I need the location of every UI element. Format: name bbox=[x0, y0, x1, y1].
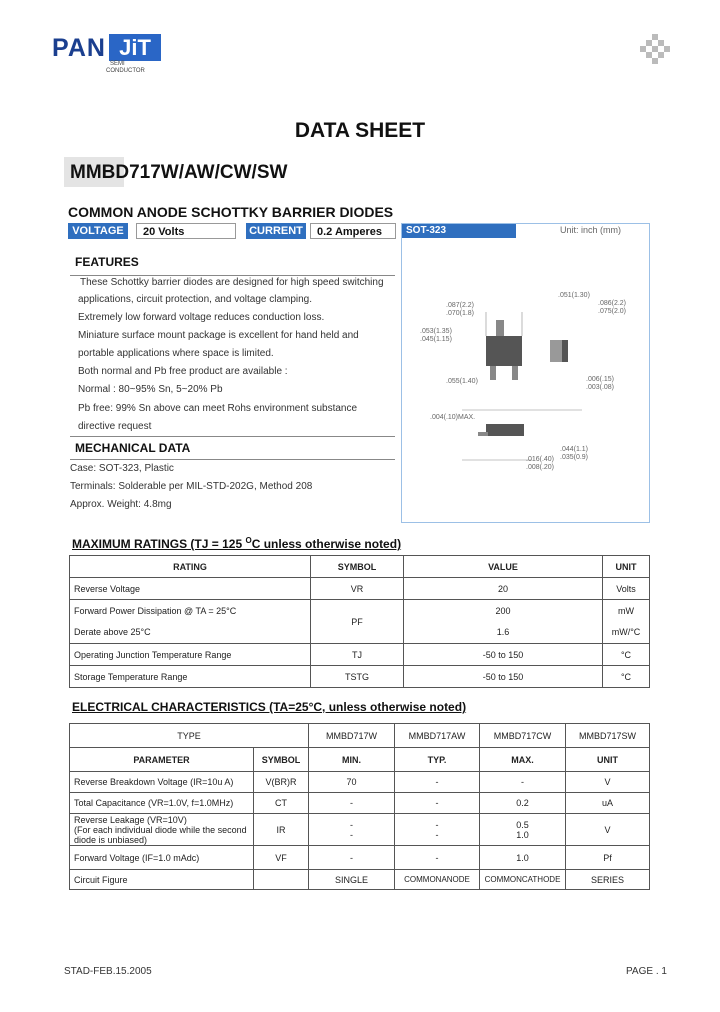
el-unit-2: V bbox=[566, 814, 650, 846]
pkg-dim-6: .075(2.0) bbox=[598, 308, 627, 315]
features-heading: FEATURES bbox=[75, 255, 139, 269]
el-param-4: Circuit Figure bbox=[70, 870, 254, 890]
el-min-3: - bbox=[309, 846, 395, 870]
el-header-symbol: SYMBOL bbox=[254, 748, 309, 772]
pkg-dim-9: .003(.08) bbox=[586, 384, 615, 391]
feature-line-2: applications, circuit protection, and voltage clamping. bbox=[78, 294, 313, 305]
mr-value-0: 20 bbox=[404, 578, 603, 600]
el-typ-2 bbox=[395, 814, 480, 846]
package-unit: Unit: inch (mm) bbox=[560, 225, 622, 235]
mech-line-2: Terminals: Solderable per MIL-STD-202G, Method 208 bbox=[70, 481, 313, 492]
pkg-dim-2: .053(1.35) bbox=[420, 328, 452, 335]
mechanical-heading: MECHANICAL DATA bbox=[75, 441, 191, 455]
el-param-3: Forward Voltage (IF=1.0 mAdc) bbox=[70, 846, 254, 870]
el-symbol-3: VF bbox=[254, 846, 309, 870]
el-header-param: PARAMETER bbox=[70, 748, 254, 772]
mr-symbol-0: VR bbox=[311, 578, 404, 600]
pkg-dim-4: .051(1.30) bbox=[558, 292, 590, 299]
voltage-value: 20 Volts bbox=[136, 223, 236, 239]
feature-line-6: Both normal and Pb free product are available : bbox=[78, 366, 288, 377]
el-typ-3: - bbox=[395, 846, 480, 870]
feature-line-5: portable applications where space is limited. bbox=[78, 348, 274, 359]
max-ratings-heading-pre: MAXIMUM RATINGS (TJ = 125 bbox=[72, 537, 246, 551]
current-value: 0.2 Amperes bbox=[310, 223, 396, 239]
pkg-dim-8: .006(.15) bbox=[586, 376, 615, 383]
mr-rating-1: Forward Power Dissipation @ TA = 25°C bbox=[70, 600, 311, 622]
mr-header-rating: RATING bbox=[70, 556, 311, 578]
pkg-dim-3: .045(1.15) bbox=[420, 336, 452, 343]
el-unit-4: SERIES bbox=[566, 870, 650, 890]
electrical-heading: ELECTRICAL CHARACTERISTICS (TA=25°C, unless otherwise noted) bbox=[72, 700, 467, 714]
footer-date: STAD-FEB.15.2005 bbox=[64, 966, 152, 977]
mr-unit-2: mW/°C bbox=[603, 622, 650, 644]
mr-rating-4: Storage Temperature Range bbox=[70, 666, 311, 688]
el-max-1: 0.2 bbox=[480, 793, 566, 814]
el-min-2-b: - bbox=[350, 829, 353, 840]
max-ratings-table bbox=[69, 555, 650, 688]
features-heading-bar bbox=[70, 253, 395, 276]
pkg-dim-14: .035(0.9) bbox=[560, 454, 589, 461]
max-ratings-heading-post: C unless otherwise noted) bbox=[251, 537, 402, 551]
max-ratings-heading-sup: O bbox=[245, 536, 252, 545]
package-name: SOT-323 bbox=[402, 224, 516, 238]
mr-unit-4: °C bbox=[603, 666, 650, 688]
logo-pan-text: PAN bbox=[52, 34, 106, 62]
el-typ-2-b: - bbox=[435, 829, 439, 840]
mr-unit-3: °C bbox=[603, 644, 650, 666]
mr-value-3: -50 to 150 bbox=[404, 644, 603, 666]
mr-rating-0: Reverse Voltage bbox=[70, 578, 311, 600]
pkg-dim-10: .004(.10)MAX. bbox=[430, 414, 476, 421]
el-header-unit: UNIT bbox=[566, 748, 650, 772]
mr-unit-0: Volts bbox=[603, 578, 650, 600]
logo-conductor-text: CONDUCTOR bbox=[106, 68, 145, 74]
mr-value-1: 200 bbox=[404, 600, 603, 622]
max-ratings-heading bbox=[72, 536, 401, 551]
el-min-1: - bbox=[309, 793, 395, 814]
el-type-label: TYPE bbox=[70, 724, 309, 748]
pkg-dim-0: .087(2.2) bbox=[446, 302, 475, 309]
current-label: CURRENT bbox=[246, 223, 306, 239]
feature-line-3: Extremely low forward voltage reduces conduction loss. bbox=[78, 312, 325, 323]
el-param-2-line-3: diode is unbiased) bbox=[74, 834, 148, 845]
logo-semi-text: SEMI bbox=[110, 61, 125, 67]
pkg-dim-12: .008(.20) bbox=[526, 464, 555, 471]
footer-page: PAGE . 1 bbox=[626, 966, 667, 977]
mr-header-unit: UNIT bbox=[603, 556, 650, 578]
page-title: DATA SHEET bbox=[294, 119, 426, 142]
el-typ-2-a: - bbox=[435, 819, 439, 830]
el-symbol-4 bbox=[254, 870, 309, 890]
feature-line-4: Miniature surface mount package is excellent for hand held and bbox=[78, 330, 359, 341]
el-symbol-0: V(BR)R bbox=[254, 772, 309, 793]
el-header-min: MIN. bbox=[309, 748, 395, 772]
el-type-0: MMBD717W bbox=[309, 724, 395, 748]
mr-rating-3: Operating Junction Temperature Range bbox=[70, 644, 311, 666]
el-type-2: MMBD717CW bbox=[480, 724, 566, 748]
el-max-0: - bbox=[480, 772, 566, 793]
el-symbol-2: IR bbox=[254, 814, 309, 846]
mr-unit-1: mW bbox=[603, 600, 650, 622]
el-max-2-b: 1.0 bbox=[516, 829, 529, 840]
el-min-4: SINGLE bbox=[309, 870, 395, 890]
el-min-0: 70 bbox=[309, 772, 395, 793]
el-typ-4: COMMONANODE bbox=[395, 870, 480, 890]
pkg-dim-5: .086(2.2) bbox=[598, 300, 627, 307]
el-min-2 bbox=[309, 814, 395, 846]
mr-header-symbol: SYMBOL bbox=[311, 556, 404, 578]
el-type-3: MMBD717SW bbox=[566, 724, 650, 748]
mr-header-value: VALUE bbox=[404, 556, 603, 578]
el-max-4: COMMONCATHODE bbox=[480, 870, 566, 890]
el-header-typ: TYP. bbox=[395, 748, 480, 772]
feature-line-1: These Schottky barrier diodes are designed for high speed switching bbox=[80, 277, 384, 288]
el-param-2 bbox=[70, 814, 254, 846]
feature-line-8: Pb free: 99% Sn above can meet Rohs environment substance bbox=[78, 403, 358, 414]
mr-symbol-1: PF bbox=[311, 600, 404, 644]
pkg-dim-11: .016(.40) bbox=[526, 456, 555, 463]
mr-symbol-3: TJ bbox=[311, 644, 404, 666]
el-symbol-1: CT bbox=[254, 793, 309, 814]
el-unit-0: V bbox=[566, 772, 650, 793]
el-header-max: MAX. bbox=[480, 748, 566, 772]
electrical-table bbox=[69, 723, 650, 890]
feature-line-9: directive request bbox=[78, 421, 152, 432]
mr-value-2: 1.6 bbox=[404, 622, 603, 644]
el-typ-1: - bbox=[395, 793, 480, 814]
pkg-dim-1: .070(1.8) bbox=[446, 310, 475, 317]
logo-jit-text: JiT bbox=[109, 34, 161, 61]
part-number: MMBD717W/AW/CW/SW bbox=[70, 162, 288, 183]
el-type-1: MMBD717AW bbox=[395, 724, 480, 748]
el-param-2-line-2: (For each individual diode while the second bbox=[74, 824, 247, 835]
el-param-2-line-1: Reverse Leakage (VR=10V) bbox=[74, 814, 187, 825]
el-max-2-a: 0.5 bbox=[516, 819, 529, 830]
mr-symbol-4: TSTG bbox=[311, 666, 404, 688]
el-max-2 bbox=[480, 814, 566, 846]
voltage-label: VOLTAGE bbox=[68, 223, 128, 239]
device-subtitle: COMMON ANODE SCHOTTKY BARRIER DIODES bbox=[68, 204, 394, 220]
el-max-3: 1.0 bbox=[480, 846, 566, 870]
feature-line-7: Normal : 80~95% Sn, 5~20% Pb bbox=[78, 384, 223, 395]
mr-value-4: -50 to 150 bbox=[404, 666, 603, 688]
el-param-1: Total Capacitance (VR=1.0V, f=1.0MHz) bbox=[70, 793, 254, 814]
mr-rating-2: Derate above 25°C bbox=[70, 622, 311, 644]
pkg-dim-7: .055(1.40) bbox=[446, 378, 478, 385]
mechanical-heading-bar bbox=[70, 436, 395, 460]
el-min-2-a: - bbox=[350, 819, 353, 830]
el-unit-3: Pf bbox=[566, 846, 650, 870]
el-unit-1: uA bbox=[566, 793, 650, 814]
decorative-dots bbox=[640, 34, 670, 64]
mech-line-1: Case: SOT-323, Plastic bbox=[70, 463, 174, 474]
el-typ-0: - bbox=[395, 772, 480, 793]
pkg-dim-13: .044(1.1) bbox=[560, 446, 589, 453]
el-param-0: Reverse Breakdown Voltage (IR=10u A) bbox=[70, 772, 254, 793]
mech-line-3: Approx. Weight: 4.8mg bbox=[70, 499, 172, 510]
